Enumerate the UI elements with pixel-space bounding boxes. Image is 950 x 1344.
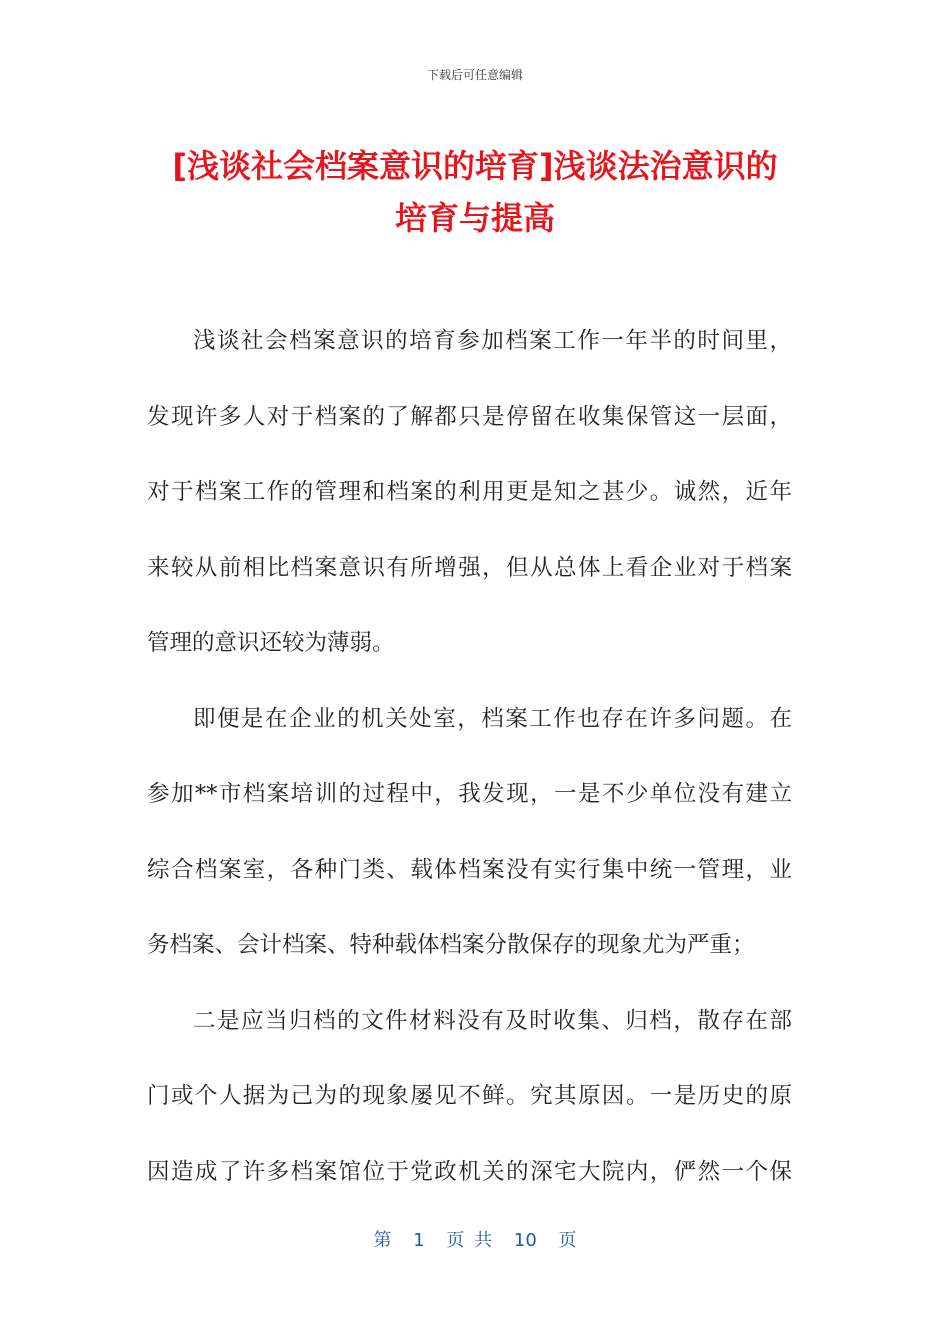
body-line: 参加**市档案培训的过程中，我发现，一是不少单位没有建立: [147, 781, 792, 807]
body-line: 对于档案工作的管理和档案的利用更是知之甚少。诚然，近年: [147, 479, 792, 505]
footer-total-pages: 10: [513, 1230, 537, 1251]
header-note: 下载后可任意编辑: [426, 68, 523, 82]
title-line-2: 培育与提高: [394, 199, 555, 237]
body-text: [147, 312, 792, 1218]
body-line: 二是应当归档的文件材料没有及时收集、归档，散存在部: [193, 1007, 792, 1034]
body-line: 因造成了许多档案馆位于党政机关的深宅大院内，俨然一个保: [147, 1158, 792, 1185]
body-line: 来较从前相比档案意识有所增强，但从总体上看企业对于档案: [147, 554, 792, 581]
footer-current-page: 1: [413, 1230, 425, 1251]
title-line-1: [浅谈社会档案意识的培育]浅谈法治意识的: [172, 147, 778, 185]
body-line: 综合档案室，各种门类、载体档案没有实行集中统一管理，业: [147, 856, 792, 883]
page-footer: [0, 1226, 950, 1252]
body-line: 即便是在企业的机关处室，档案工作也存在许多问题。在: [193, 705, 792, 732]
body-line: 务档案、会计档案、特种载体档案分散保存的现象尤为严重；: [147, 932, 755, 958]
body-line: 门或个人据为己为的现象屡见不鲜。究其原因。一是历史的原: [147, 1083, 792, 1109]
document-title: [100, 140, 850, 244]
body-line: 管理的意识还较为薄弱。: [147, 630, 395, 656]
footer-prefix: 第: [373, 1230, 392, 1251]
footer-suffix: 页: [558, 1230, 577, 1251]
footer-mid: 页 共: [446, 1230, 493, 1251]
body-line: 发现许多人对于档案的了解都只是停留在收集保管这一层面，: [147, 403, 792, 430]
body-line: 浅谈社会档案意识的培育参加档案工作一年半的时间里，: [193, 328, 792, 354]
